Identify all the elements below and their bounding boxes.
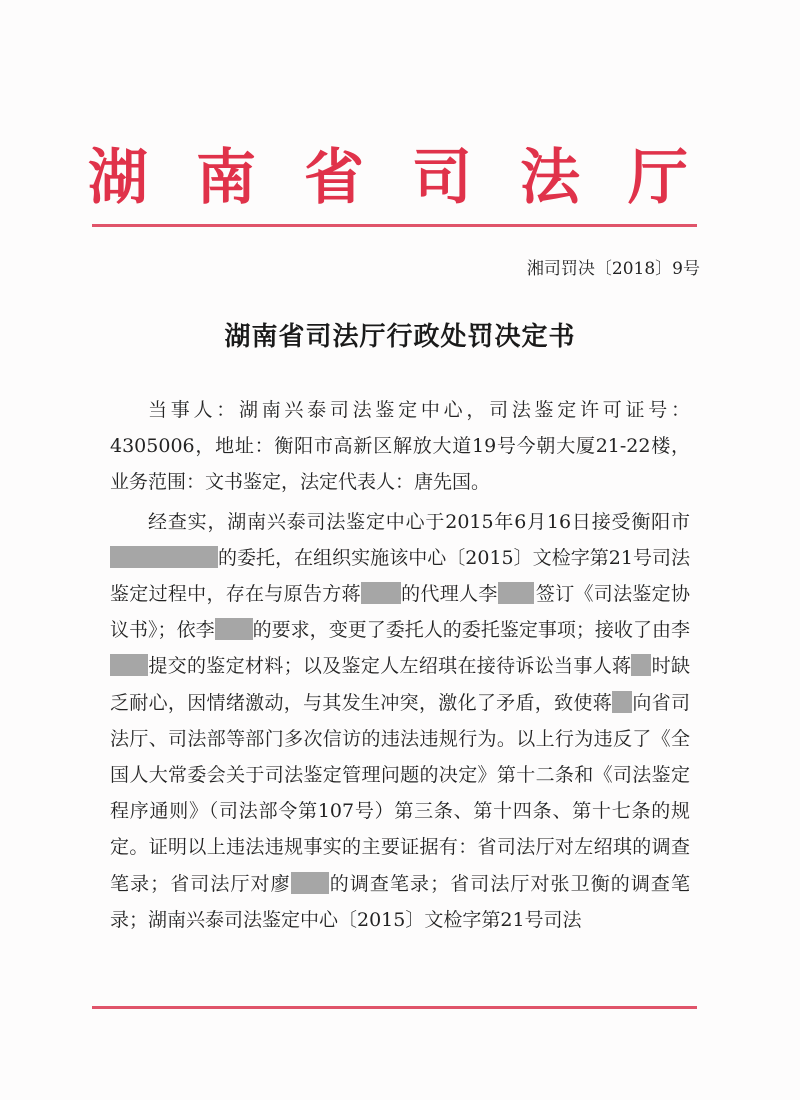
paragraph-text: 向省司法厅、司法部等部门多次信访的违法违规行为。以上行为违反了《全国人大常委会关于司法鉴定管理问题的决定》第十二条和《司法鉴定程序通则》（司法部令第107号）第三条、第十四条、第十七条的规定。证明以上违法违规事实的主要证据有：省司法厅对左绍琪的调查笔录；省司法厅对廖	[110, 691, 690, 895]
paragraph-text: 的要求，变更了委托人的委托鉴定事项；接收了由李	[252, 619, 690, 642]
paragraph-text: 经查实，湖南兴泰司法鉴定中心于2015年6月16日接受衡阳市	[148, 510, 690, 533]
paragraph-text: 提交的鉴定材料；以及鉴定人左绍琪在接待诉讼当事人蒋	[148, 655, 632, 678]
redaction-block	[361, 582, 401, 604]
redaction-block	[631, 654, 651, 676]
letterhead-char: 厅	[628, 143, 688, 213]
document-title: 湖南省司法厅行政处罚决定书	[224, 322, 576, 352]
redaction-block	[612, 691, 632, 713]
paragraph-party-info	[110, 392, 690, 501]
paragraph-text: 签订《司法鉴定协议书》；依李	[110, 583, 690, 642]
redaction-block	[291, 872, 329, 894]
letterhead-char: 湖	[88, 143, 148, 213]
redaction-block	[516, 582, 534, 604]
letterhead-title	[88, 138, 688, 218]
paragraph-text: 的委托，在组织实施该中心〔2015〕文检字第21号司法鉴定过程中，存在与原告方蒋	[110, 546, 690, 606]
paragraph-findings	[110, 504, 690, 938]
paragraph-text: 的调查笔录；省司法厅对张卫衡的调查笔录；湖南兴泰司法鉴定中心〔2015〕文检字第21号司法	[110, 872, 690, 931]
paragraph-text: 的代理人李	[400, 583, 498, 606]
paragraph-text: 当事人：湖南兴泰司法鉴定中心，司法鉴定许可证号：4305006，地址：衡阳市高新区解放大道19号今朝大厦21-22楼，业务范围：文书鉴定，法定代表人：唐先国。	[110, 399, 690, 494]
document-number: 湘司罚决〔2018〕9号	[526, 259, 700, 279]
redaction-block	[498, 582, 516, 604]
paragraph-text: 时缺乏耐心，因情绪激动，与其发生冲突，激化了矛盾，致使蒋	[110, 655, 690, 714]
redaction-block	[215, 618, 253, 640]
letterhead-divider-top	[92, 224, 697, 227]
letterhead-char: 省	[304, 143, 364, 213]
redaction-block	[110, 546, 218, 568]
document-body	[110, 392, 690, 938]
letterhead-char: 南	[196, 143, 256, 213]
footer-divider	[92, 1006, 697, 1009]
redaction-block	[110, 654, 148, 676]
letterhead-char: 司	[412, 143, 472, 213]
letterhead-char: 法	[520, 143, 580, 213]
